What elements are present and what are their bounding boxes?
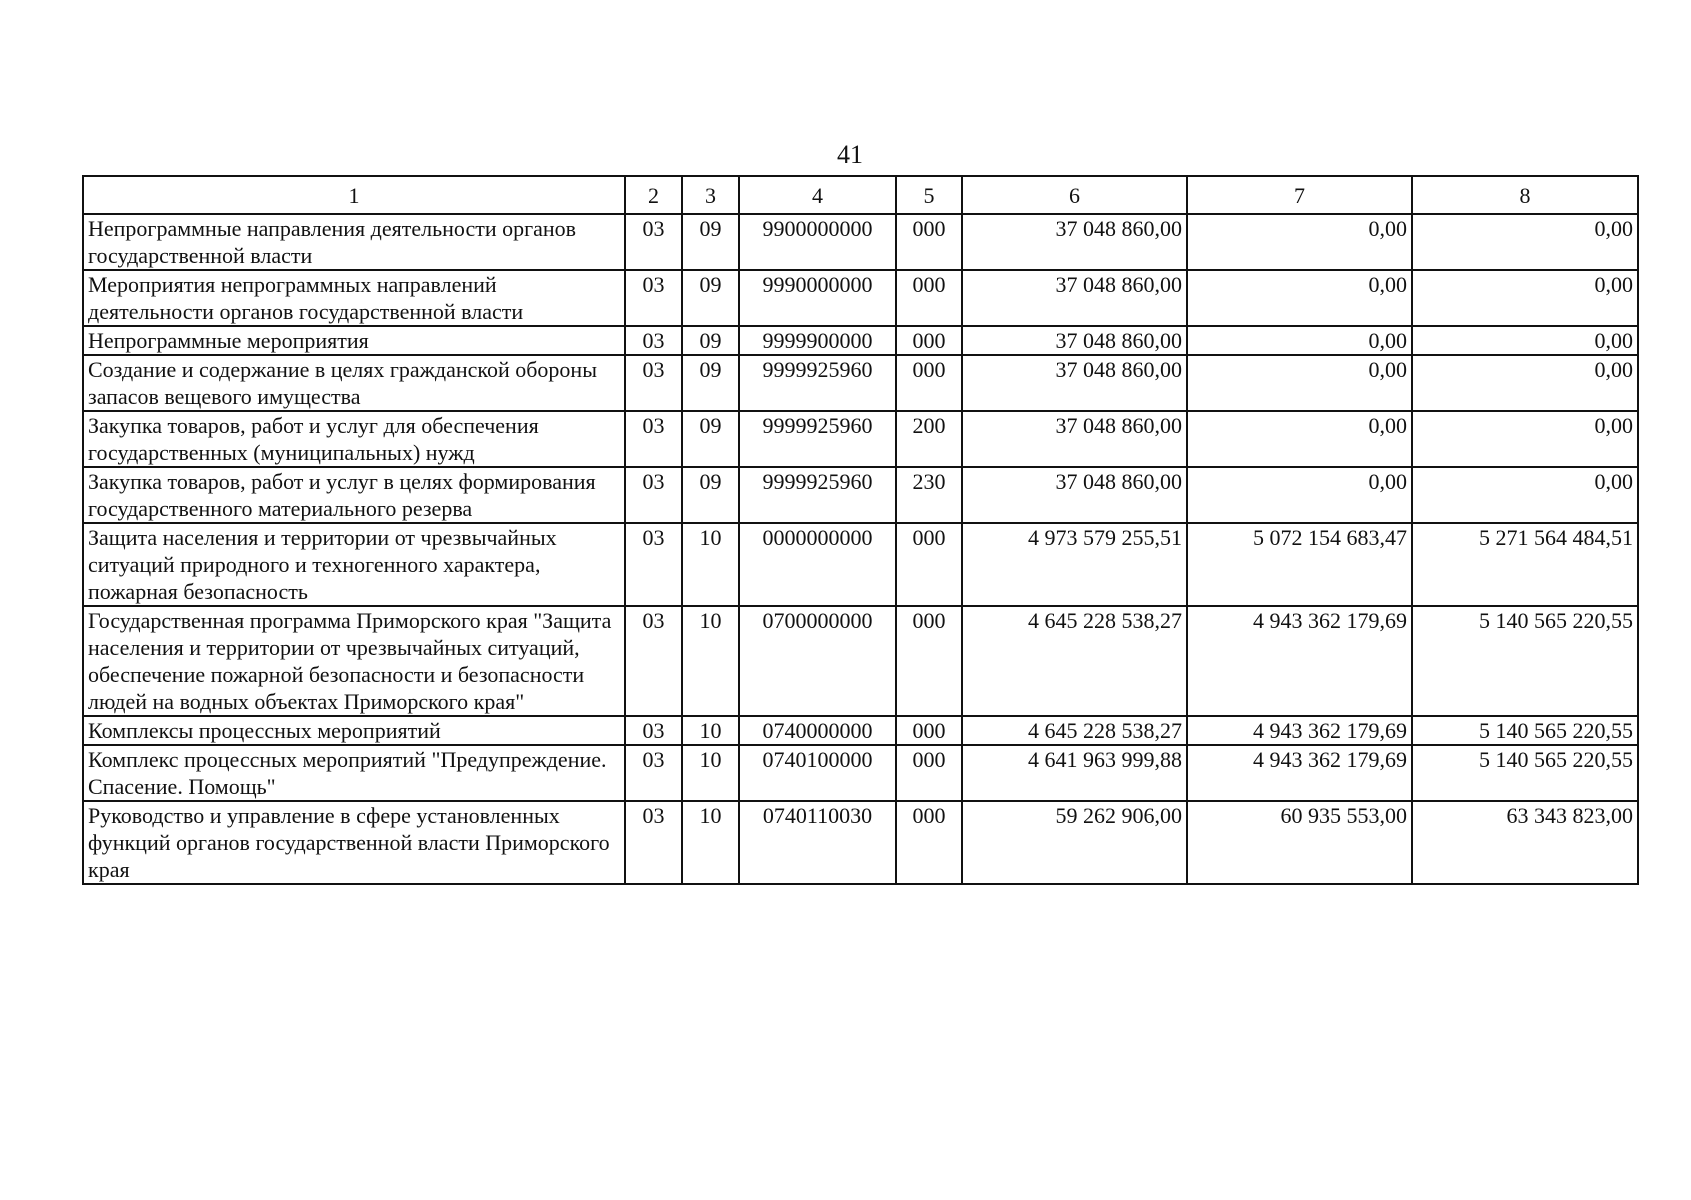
target-article-cell: 9900000000 bbox=[739, 214, 896, 270]
row-name-cell: Непрограммные мероприятия bbox=[83, 326, 625, 355]
amount-col6-cell: 4 641 963 999,88 bbox=[962, 745, 1187, 801]
table-row bbox=[83, 801, 1638, 884]
amount-col7-cell: 0,00 bbox=[1187, 270, 1412, 326]
subsection-code-cell: 09 bbox=[682, 326, 739, 355]
subsection-code-cell: 09 bbox=[682, 214, 739, 270]
page-number: 41 bbox=[837, 140, 863, 169]
target-article-cell: 9990000000 bbox=[739, 270, 896, 326]
target-article-cell: 0700000000 bbox=[739, 606, 896, 716]
expense-type-cell: 000 bbox=[896, 745, 962, 801]
amount-col6-cell: 4 973 579 255,51 bbox=[962, 523, 1187, 606]
target-article-cell: 0740100000 bbox=[739, 745, 896, 801]
amount-col8-cell: 0,00 bbox=[1412, 270, 1638, 326]
expense-type-cell: 000 bbox=[896, 716, 962, 745]
section-code-cell: 03 bbox=[625, 214, 682, 270]
row-name-cell: Создание и содержание в целях гражданской обороны запасов вещевого имущества bbox=[83, 355, 625, 411]
amount-col7-cell: 0,00 bbox=[1187, 411, 1412, 467]
column-header-4: 4 bbox=[739, 176, 896, 214]
section-code-cell: 03 bbox=[625, 355, 682, 411]
target-article-cell: 0740110030 bbox=[739, 801, 896, 884]
expense-type-cell: 230 bbox=[896, 467, 962, 523]
expense-type-cell: 000 bbox=[896, 326, 962, 355]
row-name-cell: Комплексы процессных мероприятий bbox=[83, 716, 625, 745]
section-code-cell: 03 bbox=[625, 606, 682, 716]
table-row bbox=[83, 270, 1638, 326]
row-name-cell: Защита населения и территории от чрезвычайных ситуаций природного и техногенного характера, пожарная безопасность bbox=[83, 523, 625, 606]
table-row bbox=[83, 326, 1638, 355]
column-header-3: 3 bbox=[682, 176, 739, 214]
column-header-8: 8 bbox=[1412, 176, 1638, 214]
column-header-7: 7 bbox=[1187, 176, 1412, 214]
amount-col7-cell: 0,00 bbox=[1187, 355, 1412, 411]
amount-col8-cell: 0,00 bbox=[1412, 411, 1638, 467]
section-code-cell: 03 bbox=[625, 467, 682, 523]
table-row bbox=[83, 716, 1638, 745]
amount-col7-cell: 0,00 bbox=[1187, 467, 1412, 523]
column-header-1: 1 bbox=[83, 176, 625, 214]
section-code-cell: 03 bbox=[625, 801, 682, 884]
subsection-code-cell: 09 bbox=[682, 355, 739, 411]
amount-col6-cell: 37 048 860,00 bbox=[962, 214, 1187, 270]
section-code-cell: 03 bbox=[625, 716, 682, 745]
table-row bbox=[83, 411, 1638, 467]
amount-col7-cell: 0,00 bbox=[1187, 326, 1412, 355]
amount-col7-cell: 5 072 154 683,47 bbox=[1187, 523, 1412, 606]
amount-col7-cell: 0,00 bbox=[1187, 214, 1412, 270]
amount-col8-cell: 0,00 bbox=[1412, 355, 1638, 411]
row-name-cell: Закупка товаров, работ и услуг в целях формирования государственного материального резерва bbox=[83, 467, 625, 523]
column-header-2: 2 bbox=[625, 176, 682, 214]
section-code-cell: 03 bbox=[625, 411, 682, 467]
amount-col8-cell: 0,00 bbox=[1412, 467, 1638, 523]
amount-col8-cell: 5 140 565 220,55 bbox=[1412, 606, 1638, 716]
amount-col8-cell: 0,00 bbox=[1412, 326, 1638, 355]
column-header-5: 5 bbox=[896, 176, 962, 214]
header-row bbox=[83, 176, 1638, 214]
table-row bbox=[83, 523, 1638, 606]
table-row bbox=[83, 467, 1638, 523]
subsection-code-cell: 10 bbox=[682, 745, 739, 801]
subsection-code-cell: 09 bbox=[682, 270, 739, 326]
amount-col8-cell: 0,00 bbox=[1412, 214, 1638, 270]
expense-type-cell: 000 bbox=[896, 523, 962, 606]
amount-col8-cell: 5 140 565 220,55 bbox=[1412, 716, 1638, 745]
amount-col6-cell: 37 048 860,00 bbox=[962, 355, 1187, 411]
target-article-cell: 9999925960 bbox=[739, 411, 896, 467]
table-row bbox=[83, 355, 1638, 411]
subsection-code-cell: 10 bbox=[682, 716, 739, 745]
amount-col8-cell: 5 271 564 484,51 bbox=[1412, 523, 1638, 606]
subsection-code-cell: 09 bbox=[682, 467, 739, 523]
amount-col7-cell: 4 943 362 179,69 bbox=[1187, 716, 1412, 745]
section-code-cell: 03 bbox=[625, 326, 682, 355]
section-code-cell: 03 bbox=[625, 745, 682, 801]
amount-col7-cell: 4 943 362 179,69 bbox=[1187, 606, 1412, 716]
subsection-code-cell: 10 bbox=[682, 606, 739, 716]
budget-table bbox=[82, 175, 1639, 885]
amount-col6-cell: 4 645 228 538,27 bbox=[962, 606, 1187, 716]
expense-type-cell: 000 bbox=[896, 355, 962, 411]
amount-col8-cell: 63 343 823,00 bbox=[1412, 801, 1638, 884]
table-row bbox=[83, 606, 1638, 716]
expense-type-cell: 000 bbox=[896, 801, 962, 884]
row-name-cell: Закупка товаров, работ и услуг для обеспечения государственных (муниципальных) нужд bbox=[83, 411, 625, 467]
amount-col7-cell: 60 935 553,00 bbox=[1187, 801, 1412, 884]
section-code-cell: 03 bbox=[625, 270, 682, 326]
row-name-cell: Непрограммные направления деятельности органов государственной власти bbox=[83, 214, 625, 270]
table-row bbox=[83, 745, 1638, 801]
row-name-cell: Комплекс процессных мероприятий "Предупреждение. Спасение. Помощь" bbox=[83, 745, 625, 801]
amount-col6-cell: 37 048 860,00 bbox=[962, 467, 1187, 523]
subsection-code-cell: 09 bbox=[682, 411, 739, 467]
target-article-cell: 9999925960 bbox=[739, 467, 896, 523]
amount-col6-cell: 37 048 860,00 bbox=[962, 326, 1187, 355]
section-code-cell: 03 bbox=[625, 523, 682, 606]
amount-col8-cell: 5 140 565 220,55 bbox=[1412, 745, 1638, 801]
target-article-cell: 0740000000 bbox=[739, 716, 896, 745]
expense-type-cell: 000 bbox=[896, 270, 962, 326]
expense-type-cell: 200 bbox=[896, 411, 962, 467]
expense-type-cell: 000 bbox=[896, 606, 962, 716]
table-body bbox=[83, 214, 1638, 884]
target-article-cell: 9999925960 bbox=[739, 355, 896, 411]
expense-type-cell: 000 bbox=[896, 214, 962, 270]
amount-col6-cell: 37 048 860,00 bbox=[962, 270, 1187, 326]
column-header-6: 6 bbox=[962, 176, 1187, 214]
row-name-cell: Государственная программа Приморского края "Защита населения и территории от чрезвычайных ситуаций, обеспечение пожарной безопасности и безопасности людей на водных объектах Приморского края" bbox=[83, 606, 625, 716]
row-name-cell: Руководство и управление в сфере установленных функций органов государственной власти Приморского края bbox=[83, 801, 625, 884]
subsection-code-cell: 10 bbox=[682, 801, 739, 884]
subsection-code-cell: 10 bbox=[682, 523, 739, 606]
target-article-cell: 0000000000 bbox=[739, 523, 896, 606]
row-name-cell: Мероприятия непрограммных направлений деятельности органов государственной власти bbox=[83, 270, 625, 326]
target-article-cell: 9999900000 bbox=[739, 326, 896, 355]
amount-col7-cell: 4 943 362 179,69 bbox=[1187, 745, 1412, 801]
amount-col6-cell: 37 048 860,00 bbox=[962, 411, 1187, 467]
amount-col6-cell: 4 645 228 538,27 bbox=[962, 716, 1187, 745]
amount-col6-cell: 59 262 906,00 bbox=[962, 801, 1187, 884]
table-row bbox=[83, 214, 1638, 270]
